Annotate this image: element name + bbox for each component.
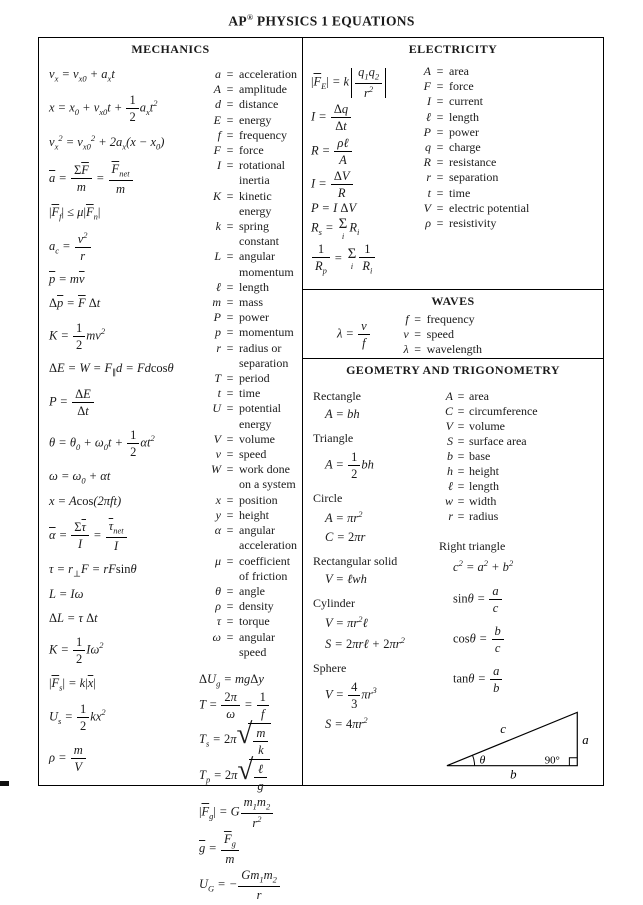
electricity-section bbox=[303, 38, 603, 289]
equation: R = ρℓ A bbox=[311, 135, 407, 168]
definition-row: W = work done on a system bbox=[211, 462, 296, 492]
equation: $\omega = \omega_0 + \alpha t$ bbox=[49, 468, 111, 486]
equation: $\frac{1}{R_p}$ = Σ i $\frac{1}{R_i}$ bbox=[311, 241, 407, 277]
equation: K = $\frac{1}{2}$ $mv^2$ bbox=[49, 320, 106, 352]
equation: $x = x_0 + v_{x0}t$ + $\frac{1}{2}$ $a_xt^2$ bbox=[49, 93, 158, 125]
equation: $v_x = v_{x0} + a_xt$ bbox=[49, 67, 115, 84]
equation: $\theta = \theta_0 + \omega_0t$ + $\frac{1}{2}$ $\alpha t^2$ bbox=[49, 428, 155, 460]
shape-group bbox=[313, 389, 429, 423]
definition-row: λ = wavelength bbox=[403, 342, 482, 357]
definition-row: A = area bbox=[445, 389, 489, 404]
mechanics-body bbox=[39, 60, 302, 903]
right-triangle-title: Right triangle bbox=[439, 539, 506, 554]
right-angle-label: 90° bbox=[544, 754, 560, 767]
definition-row: P = power bbox=[213, 310, 269, 325]
shape-group bbox=[313, 661, 429, 733]
equation: $R_s$ = Σ i $R_i$ bbox=[311, 215, 360, 241]
equation: P = $\frac{\Delta E}{\Delta t}$ bbox=[49, 386, 191, 419]
equation: sinθ = $\frac{a}{c}$ bbox=[453, 583, 599, 616]
shape-name: Rectangle bbox=[313, 389, 361, 404]
waves-definitions-list bbox=[395, 312, 482, 357]
definition-row: V = volume bbox=[445, 419, 505, 434]
mechanics-definitions-list bbox=[193, 67, 298, 660]
definition-row: p = momentum bbox=[215, 325, 294, 340]
definition-row: v = speed bbox=[215, 447, 267, 462]
definition-row: C = circumference bbox=[444, 404, 538, 419]
page-edge-mark bbox=[0, 781, 9, 786]
mechanics-header: MECHANICS bbox=[131, 42, 210, 56]
waves-section bbox=[303, 289, 603, 360]
definition-row: ρ = density bbox=[215, 599, 274, 614]
hypotenuse-label: c bbox=[500, 722, 506, 737]
equation: ρ = $\frac{m}{V}$ bbox=[49, 742, 191, 775]
equation: $\Delta E = W = F_\parallel d = Fdcos\theta$ bbox=[49, 361, 174, 378]
equation: $V = \pi r^2\ell$ bbox=[325, 614, 368, 631]
geometry-header: GEOMETRY AND TRIGONOMETRY bbox=[346, 363, 560, 378]
equation: $\Delta\overline{p} = \overline{F}$ Δt bbox=[49, 296, 101, 311]
shape-group bbox=[313, 554, 429, 588]
definition-row: r = radius bbox=[448, 509, 499, 524]
electricity-header: ELECTRICITY bbox=[408, 42, 498, 56]
definition-row: F = force bbox=[423, 79, 474, 94]
definition-row: m = mass bbox=[212, 295, 263, 310]
definition-row: f = frequency bbox=[217, 127, 287, 142]
geometry-definitions-column bbox=[429, 389, 599, 785]
definition-row: r = radius or separation bbox=[216, 340, 289, 370]
definition-row: t = time bbox=[217, 386, 261, 401]
shape-group bbox=[313, 431, 429, 482]
definition-row: x = position bbox=[215, 492, 278, 507]
equation: $\tau = r_\perp F = rFsin\theta$ bbox=[49, 561, 137, 579]
shape-name: Rectangular solid bbox=[313, 553, 398, 568]
vertical-side-label: a bbox=[582, 732, 589, 747]
equation: $|\overline{F}_s| = k|\overline{x}|$ bbox=[49, 675, 96, 693]
equation: $\overline{\alpha}$ = $\frac{\Sigma\overline{\tau}}{I}$ = $\overline{\tau}_{net}$ I bbox=[49, 518, 191, 554]
equation: T = $\frac{2\pi}{\omega}$ = $\frac{1}{f}$ bbox=[199, 689, 298, 722]
definition-row: L = angular momentum bbox=[214, 249, 294, 279]
definition-row: A = amplitude bbox=[213, 82, 287, 97]
definition-row: P = power bbox=[423, 124, 479, 139]
geometry-body bbox=[303, 381, 603, 785]
triangle-diagram bbox=[441, 704, 599, 780]
equation: $\Delta U_g = mg\Delta y$ bbox=[199, 671, 264, 689]
equation: $c^2 = a^2 + b^2$ bbox=[453, 558, 514, 575]
definition-row: μ = coefficient of friction bbox=[214, 553, 291, 583]
equation: $\overline{p} = m\overline{v}$ bbox=[49, 272, 85, 287]
waves-equation: λ = $\frac{v}{f}$ bbox=[337, 318, 371, 351]
equation: $U_s$ = $\frac{1}{2}$ $kx^2$ bbox=[49, 701, 106, 733]
mechanics-definitions-column bbox=[191, 63, 302, 903]
definition-row: ω = angular speed bbox=[212, 629, 275, 659]
definition-row: R = resistance bbox=[423, 155, 497, 170]
title-prefix: AP bbox=[228, 13, 247, 29]
equation: $|\overline{F}_f| \le \mu|\overline{F}_n|$ bbox=[49, 204, 101, 222]
definition-row: a = acceleration bbox=[215, 67, 297, 81]
definition-row: T = period bbox=[214, 371, 270, 386]
definition-row: b = base bbox=[447, 449, 491, 464]
base-label: b bbox=[510, 767, 517, 780]
definition-row: V = volume bbox=[213, 431, 275, 446]
definition-row: ℓ = length bbox=[216, 279, 269, 294]
shape-name: Cylinder bbox=[313, 596, 355, 611]
equation: P = I ΔV bbox=[311, 200, 357, 215]
equation-table bbox=[38, 37, 604, 903]
definition-row: f = frequency bbox=[405, 312, 475, 327]
shape-name: Circle bbox=[313, 490, 343, 505]
electricity-body bbox=[303, 60, 603, 289]
geometry-section bbox=[303, 359, 603, 785]
electricity-definitions-list bbox=[407, 64, 529, 279]
page-title bbox=[0, 13, 643, 30]
definition-row: K = kinetic energy bbox=[212, 188, 272, 218]
shape-group bbox=[313, 596, 429, 653]
mechanics-section bbox=[39, 38, 302, 903]
definition-row: τ = torque bbox=[216, 614, 270, 629]
definition-row: y = height bbox=[215, 507, 269, 522]
definition-row: ℓ = length bbox=[448, 479, 499, 494]
definition-row: S = surface area bbox=[447, 434, 527, 449]
equation: C = 2πr bbox=[325, 529, 366, 544]
equation: $|\overline{F}_E| = k$ $\frac{q_1q_2}{r^2}$ bbox=[311, 64, 407, 101]
equation: L = Iω bbox=[49, 586, 84, 601]
right-column bbox=[302, 38, 603, 785]
equation: $v_x^2 = v_{x0}^2 + 2a_x(x - x_0)$ bbox=[49, 133, 165, 153]
equation: $T_s = 2\pi$ √ $\frac{m}{k}$ bbox=[199, 722, 298, 758]
definition-row: t = time bbox=[427, 185, 471, 200]
definition-row: h = height bbox=[447, 464, 499, 479]
definition-row: A = area bbox=[423, 64, 469, 78]
mechanics-equations-column bbox=[49, 63, 191, 785]
definition-row: I = current bbox=[427, 94, 483, 109]
definition-row: d = distance bbox=[215, 97, 279, 112]
mechanics-equations-column-2 bbox=[193, 668, 298, 905]
geometry-shapes-column bbox=[313, 389, 429, 785]
definition-row: r = separation bbox=[426, 170, 499, 185]
definition-row: v = speed bbox=[403, 327, 454, 342]
equation: $\overline{a}$ = $\frac{\Sigma\overline{F}}{m}$ = $\overline{F}_{net}$ m bbox=[49, 161, 191, 197]
definition-row: θ = angle bbox=[215, 583, 265, 598]
equation: S = 2πrℓ + $2\pi r^2$ bbox=[325, 634, 405, 651]
equation: K = $\frac{1}{2}$ $I\omega^2$ bbox=[49, 635, 104, 667]
equation: $U_G$ = − $\frac{Gm_1m_2}{r}$ bbox=[199, 867, 298, 903]
definition-row: w = width bbox=[444, 494, 497, 509]
equation: $T_p = 2\pi$ √ ℓ g bbox=[199, 758, 298, 794]
title-rest: PHYSICS 1 EQUATIONS bbox=[253, 13, 415, 29]
definition-row: E = energy bbox=[213, 112, 272, 127]
definition-row: k = spring constant bbox=[215, 219, 279, 249]
registered-mark: ® bbox=[246, 13, 254, 22]
equation: tanθ = $\frac{a}{b}$ bbox=[453, 663, 599, 696]
geometry-definitions-list bbox=[439, 389, 599, 524]
equation: V = $\frac{4}{3}$ $\pi r^3$ bbox=[325, 680, 377, 712]
shape-name: Sphere bbox=[313, 661, 347, 676]
waves-header: WAVES bbox=[431, 293, 475, 308]
equation: ΔL = τ Δt bbox=[49, 610, 98, 625]
shape-name: Triangle bbox=[313, 431, 354, 446]
waves-body bbox=[303, 312, 603, 359]
right-triangle-group bbox=[439, 539, 599, 696]
equation: V = ℓwh bbox=[325, 571, 367, 586]
angle-label: θ bbox=[479, 752, 486, 767]
equation: $a_c$ = $\frac{v^2}{r}$ bbox=[49, 230, 191, 264]
equation: $|\overline{F}_g| = G$ $\frac{m_1m_2}{r^2}$ bbox=[199, 794, 298, 831]
equation: cosθ = $\frac{b}{c}$ bbox=[453, 623, 599, 656]
equation: A = $\frac{1}{2}$ bh bbox=[325, 450, 374, 482]
definition-row: F = force bbox=[213, 143, 264, 158]
definition-row: α = angular acceleration bbox=[214, 523, 297, 553]
equation: I = $\frac{\Delta q}{\Delta t}$ bbox=[311, 101, 407, 134]
right-triangle-equations bbox=[453, 558, 599, 696]
equation: $A = \pi r^2$ bbox=[325, 508, 363, 526]
equation: A = bh bbox=[325, 407, 360, 422]
definition-row: ℓ = length bbox=[426, 109, 479, 124]
equation: $\overline{g}$ = $\frac{\overline{F}_g}{m}$ bbox=[199, 831, 298, 867]
shape-group bbox=[313, 491, 429, 545]
right-triangle-figure bbox=[441, 704, 599, 785]
equation: $S = 4\pi r^2$ bbox=[325, 715, 368, 732]
equation: x = Acos(2πft) bbox=[49, 493, 122, 508]
definition-row: U = potential energy bbox=[212, 401, 281, 431]
definition-row: q = charge bbox=[425, 140, 481, 155]
definition-row: ρ = resistivity bbox=[425, 216, 497, 231]
equation: I = $\frac{\Delta V}{R}$ bbox=[311, 168, 407, 201]
definition-row: I = rotational inertia bbox=[217, 158, 285, 188]
definition-row: V = electric potential bbox=[423, 200, 530, 215]
electricity-equations-column bbox=[311, 64, 407, 279]
